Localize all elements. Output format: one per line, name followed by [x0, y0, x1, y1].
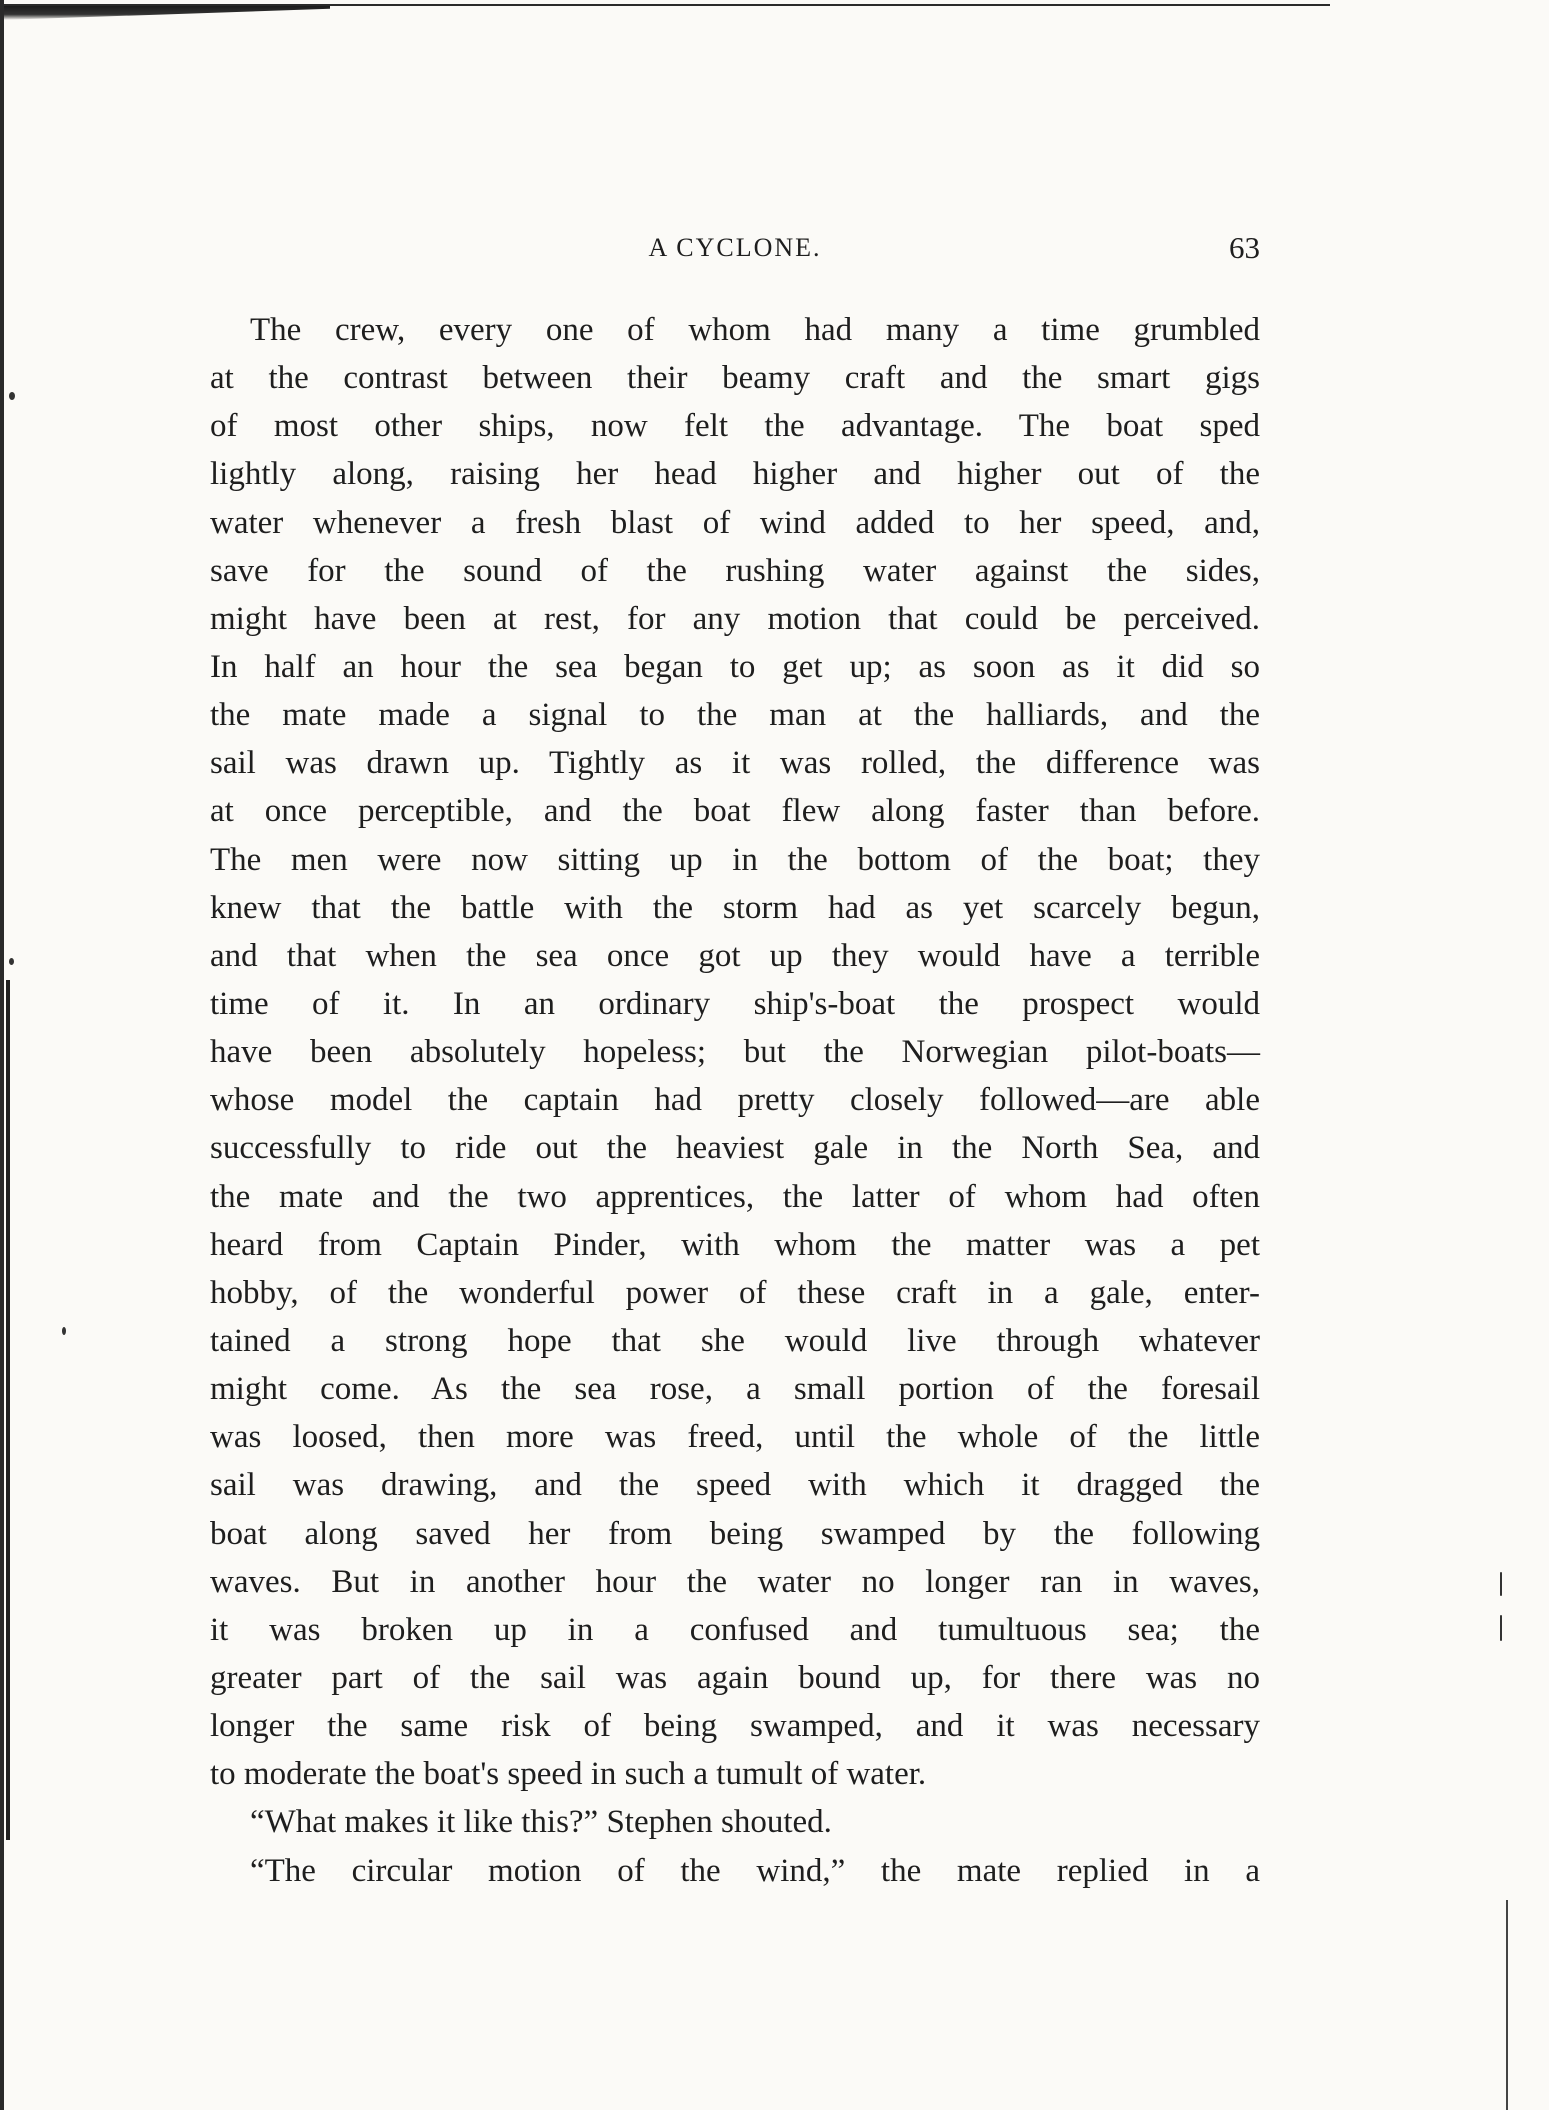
scan-speck — [1500, 1572, 1502, 1596]
scan-top-rule — [0, 4, 1330, 6]
text-line: The men were now sitting up in the bottom of the boat; they — [210, 841, 1260, 878]
scan-binding-shadow — [6, 980, 10, 1840]
text-line: tained a strong hope that she would live through whatever — [210, 1322, 1260, 1359]
scan-speck — [1500, 1615, 1502, 1641]
scan-speck — [62, 1327, 66, 1335]
text-line: the mate made a signal to the man at the halliards, and the — [210, 697, 1260, 734]
page-number: 63 — [1229, 230, 1260, 265]
text-line: at the contrast between their beamy craft and the smart gigs — [210, 360, 1260, 397]
text-line: save for the sound of the rushing water against the sides, — [210, 552, 1260, 589]
running-title: A CYCLONE. — [648, 233, 822, 262]
text-line: successfully to ride out the heaviest gale in the North Sea, and — [210, 1130, 1260, 1167]
body-text — [210, 306, 1260, 1895]
text-line: lightly along, raising her head higher and higher out of the — [210, 456, 1260, 493]
text-line: waves. But in another hour the water no longer ran in waves, — [210, 1563, 1260, 1600]
text-line: boat along saved her from being swamped by the following — [210, 1515, 1260, 1552]
text-line: sail was drawn up. Tightly as it was rolled, the difference was — [210, 745, 1260, 782]
text-line: it was broken up in a confused and tumultuous sea; the — [210, 1611, 1260, 1648]
text-line: whose model the captain had pretty closely followed—are able — [210, 1082, 1260, 1119]
text-line: might have been at rest, for any motion that could be perceived. — [210, 600, 1260, 637]
text-line: might come. As the sea rose, a small portion of the foresail — [210, 1371, 1260, 1408]
scan-speck — [9, 392, 15, 400]
running-head — [210, 226, 1260, 270]
text-line: knew that the battle with the storm had as yet scarcely begun, — [210, 889, 1260, 926]
text-line: and that when the sea once got up they would have a terrible — [210, 937, 1260, 974]
scan-left-edge — [0, 0, 4, 2110]
text-line: greater part of the sail was again bound up, for there was no — [210, 1659, 1260, 1696]
text-line: was loosed, then more was freed, until the whole of the little — [210, 1419, 1260, 1456]
text-line: to moderate the boat's speed in such a tumult of water. — [210, 1756, 927, 1793]
text-line: time of it. In an ordinary ship's-boat the prospect would — [210, 985, 1260, 1022]
text-line: “The circular motion of the wind,” the mate replied in a — [250, 1852, 1260, 1889]
text-line: at once perceptible, and the boat flew along faster than before. — [210, 793, 1260, 830]
text-line: hobby, of the wonderful power of these craft in a gale, enter- — [210, 1274, 1260, 1311]
scan-right-edge — [1506, 1900, 1508, 2110]
text-line: sail was drawing, and the speed with which it dragged the — [210, 1467, 1260, 1504]
scan-speck — [9, 958, 14, 965]
text-line: water whenever a fresh blast of wind added to her speed, and, — [210, 504, 1260, 541]
text-line: have been absolutely hopeless; but the Norwegian pilot-boats— — [210, 1034, 1260, 1071]
text-line: the mate and the two apprentices, the latter of whom had often — [210, 1178, 1260, 1215]
text-line: In half an hour the sea began to get up; as soon as it did so — [210, 648, 1260, 685]
text-line: heard from Captain Pinder, with whom the matter was a pet — [210, 1226, 1260, 1263]
text-line: of most other ships, now felt the advantage. The boat sped — [210, 408, 1260, 445]
text-line: The crew, every one of whom had many a time grumbled — [250, 312, 1260, 348]
text-line: longer the same risk of being swamped, and it was necessary — [210, 1708, 1260, 1745]
text-line: “What makes it like this?” Stephen shouted. — [250, 1804, 832, 1841]
scan-top-shadow — [0, 6, 330, 20]
